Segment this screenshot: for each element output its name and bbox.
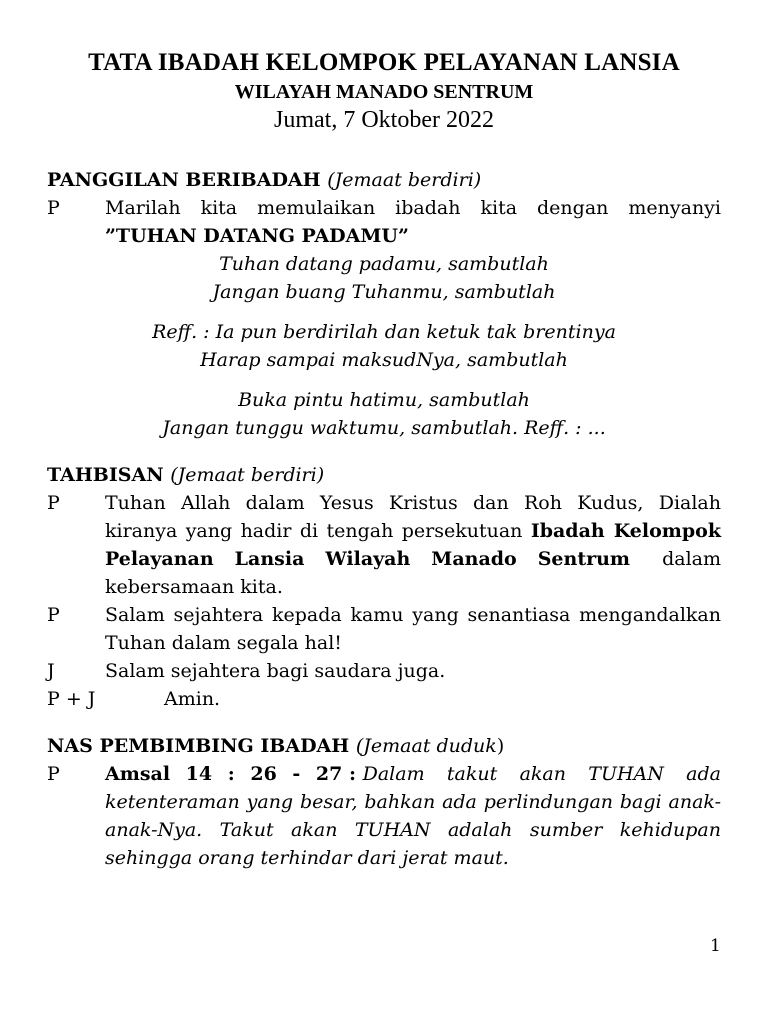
title-block xyxy=(0,47,768,135)
document-title: TATA IBADAH KELOMPOK PELAYANAN LANSIA xyxy=(88,49,680,76)
italic-text: sehingga orang terhindar dari jerat maut. xyxy=(105,847,509,869)
paragraph-text: Tuhan dalam segala hal! xyxy=(105,632,342,654)
section-heading-nas xyxy=(47,732,721,760)
paragraph-line xyxy=(47,844,721,872)
text-span: kiranya yang hadir di tengah persekutuan xyxy=(105,520,531,542)
speaker-label: P xyxy=(47,604,60,626)
lyric-line: Reff. : Ia pun berdirilah dan ketuk tak brentinya xyxy=(152,321,616,343)
lyric-line: Jangan buang Tuhanmu, sambutlah xyxy=(212,281,556,303)
scripture-reference: Amsal 14 : 26 - 27 xyxy=(105,763,343,785)
paragraph-text: Amin. xyxy=(164,688,221,710)
paragraph-line xyxy=(47,517,721,545)
speaker-label: P xyxy=(47,763,60,785)
speaker-label: P xyxy=(47,197,60,219)
italic-text: anak-Nya. Takut akan TUHAN adalah sumber kehidupan xyxy=(105,819,721,841)
paragraph-line xyxy=(47,685,721,713)
italic-text: ketenteraman yang besar, bahkan ada perlindungan bagi anak- xyxy=(105,791,721,813)
paragraph-text: kebersamaan kita. xyxy=(105,576,283,598)
text-span: : xyxy=(342,763,363,785)
page-number: 1 xyxy=(710,936,721,956)
paragraph-line xyxy=(47,194,721,222)
paragraph-text xyxy=(105,760,721,788)
lyric-line: Buka pintu hatimu, sambutlah xyxy=(238,389,530,411)
section-note: (Jemaat berdiri) xyxy=(327,169,482,191)
paragraph-line xyxy=(47,816,721,844)
paragraph-line xyxy=(47,601,721,629)
speaker-label: P + J xyxy=(47,688,96,710)
song-title-line xyxy=(47,222,721,250)
paragraph-line xyxy=(47,573,721,601)
document-body xyxy=(47,166,721,872)
section-title: PANGGILAN BERIBADAH xyxy=(47,169,321,191)
section-heading-panggilan xyxy=(47,166,721,194)
section-title: NAS PEMBIMBING IBADAH xyxy=(47,735,350,757)
lyric-line: Harap sampai maksudNya, sambutlah xyxy=(200,349,568,371)
section-note: (Jemaat berdiri) xyxy=(170,464,325,486)
bold-text: Pelayanan Lansia Wilayah Manado Sentrum xyxy=(105,548,631,570)
paragraph-text xyxy=(105,545,721,573)
text-span: dalam xyxy=(656,548,721,570)
paragraph-text: Tuhan Allah dalam Yesus Kristus dan Roh Kudus, Dialah xyxy=(105,492,721,514)
bold-text: Ibadah Kelompok xyxy=(530,520,722,542)
lyric-line: Tuhan datang padamu, sambutlah xyxy=(219,253,549,275)
paragraph-line xyxy=(47,788,721,816)
paragraph-line xyxy=(47,489,721,517)
speaker-label: J xyxy=(47,660,55,682)
paragraph-text xyxy=(105,517,721,545)
paragraph-text: Marilah kita memulaikan ibadah kita dengan menyanyi xyxy=(105,197,721,219)
song-title: ”TUHAN DATANG PADAMU” xyxy=(105,225,409,247)
paragraph-line xyxy=(47,629,721,657)
section-heading-tahbisan xyxy=(47,461,721,489)
paragraph-text: Salam sejahtera kepada kamu yang senantiasa mengandalkan xyxy=(105,604,721,626)
italic-text: Dalam takut akan TUHAN ada xyxy=(362,763,721,785)
section-note: (Jemaat duduk xyxy=(355,735,497,757)
document-date: Jumat, 7 Oktober 2022 xyxy=(274,107,494,133)
paragraph-line xyxy=(47,760,721,788)
speaker-label: P xyxy=(47,492,60,514)
paragraph-text: Salam sejahtera bagi saudara juga. xyxy=(105,660,446,682)
document-subtitle: WILAYAH MANADO SENTRUM xyxy=(234,81,534,103)
paragraph-line xyxy=(47,657,721,685)
paragraph-line xyxy=(47,545,721,573)
section-note-close: ) xyxy=(496,735,505,757)
lyric-line: Jangan tunggu waktumu, sambutlah. Reff. : ... xyxy=(162,417,606,439)
section-title: TAHBISAN xyxy=(47,464,164,486)
